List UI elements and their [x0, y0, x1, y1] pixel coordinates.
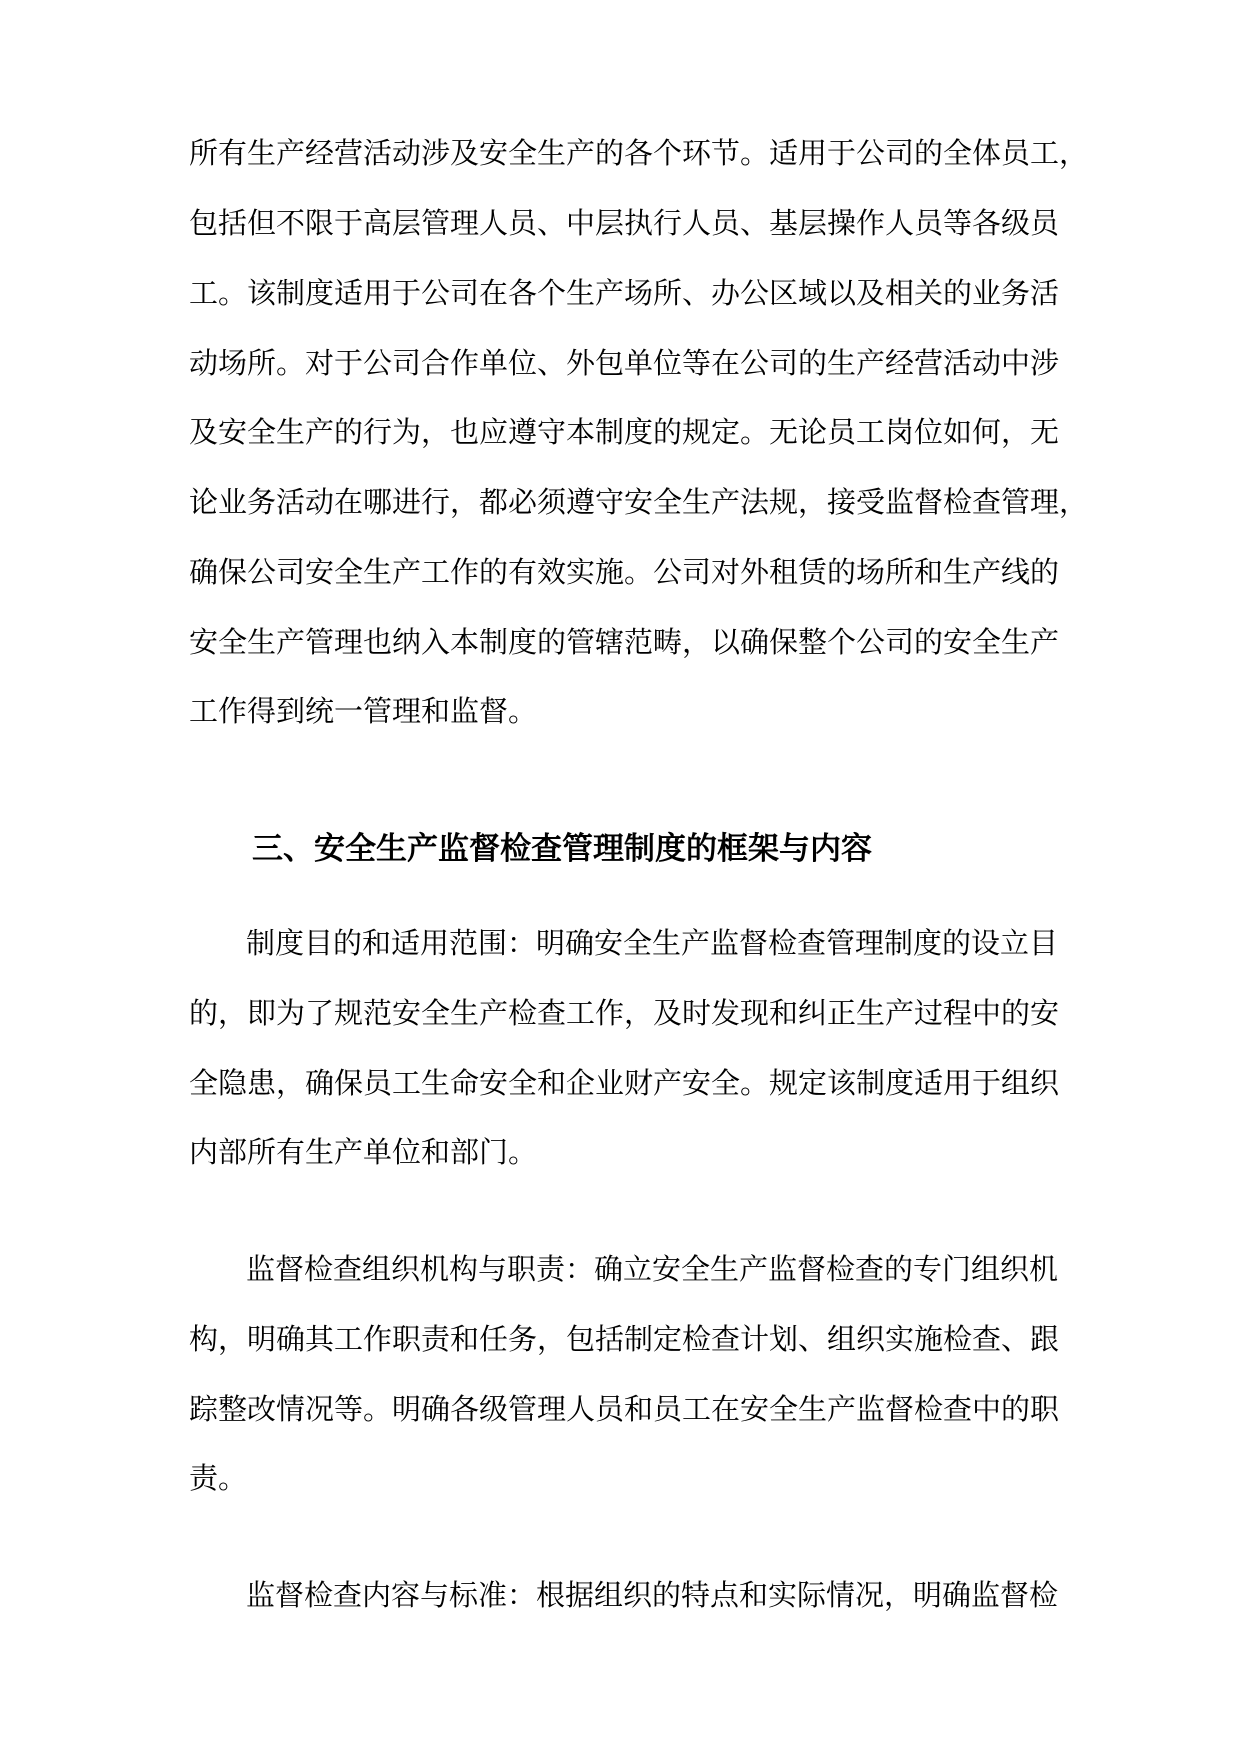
section-heading: 三、安全生产监督检查管理制度的框架与内容: [252, 831, 872, 867]
body-text-line: 工。该制度适用于公司在各个生产场所、办公区域以及相关的业务活: [189, 276, 1060, 310]
body-text-line: 全隐患，确保员工生命安全和企业财产安全。规定该制度适用于组织: [189, 1066, 1060, 1100]
body-text-line: 监督检查内容与标准：根据组织的特点和实际情况，明确监督检: [246, 1578, 1059, 1612]
body-text-line: 踪整改情况等。明确各级管理人员和员工在安全生产监督检查中的职: [189, 1392, 1060, 1426]
body-text-line: 的，即为了规范安全生产检查工作，及时发现和纠正生产过程中的安: [189, 996, 1060, 1030]
body-text-line: 动场所。对于公司合作单位、外包单位等在公司的生产经营活动中涉: [189, 346, 1060, 380]
body-text-line: 安全生产管理也纳入本制度的管辖范畴，以确保整个公司的安全生产: [189, 625, 1060, 659]
body-text-line: 工作得到统一管理和监督。: [189, 694, 538, 728]
body-text-line: 包括但不限于高层管理人员、中层执行人员、基层操作人员等各级员: [189, 206, 1060, 240]
body-text-line: 及安全生产的行为，也应遵守本制度的规定。无论员工岗位如何，无: [189, 415, 1060, 449]
body-text-line: 确保公司安全生产工作的有效实施。公司对外租赁的场所和生产线的: [189, 555, 1060, 589]
body-text-line: 论业务活动在哪进行，都必须遵守安全生产法规，接受监督检查管理，: [189, 485, 1089, 519]
body-text-line: 内部所有生产单位和部门。: [189, 1135, 538, 1169]
body-text-line: 监督检查组织机构与职责：确立安全生产监督检查的专门组织机: [246, 1252, 1059, 1286]
body-text-line: 构，明确其工作职责和任务，包括制定检查计划、组织实施检查、跟: [189, 1322, 1060, 1356]
body-text-line: 责。: [189, 1461, 248, 1495]
body-text-line: 制度目的和适用范围：明确安全生产监督检查管理制度的设立目: [246, 926, 1059, 960]
body-text-line: 所有生产经营活动涉及安全生产的各个环节。适用于公司的全体员工，: [189, 136, 1089, 170]
